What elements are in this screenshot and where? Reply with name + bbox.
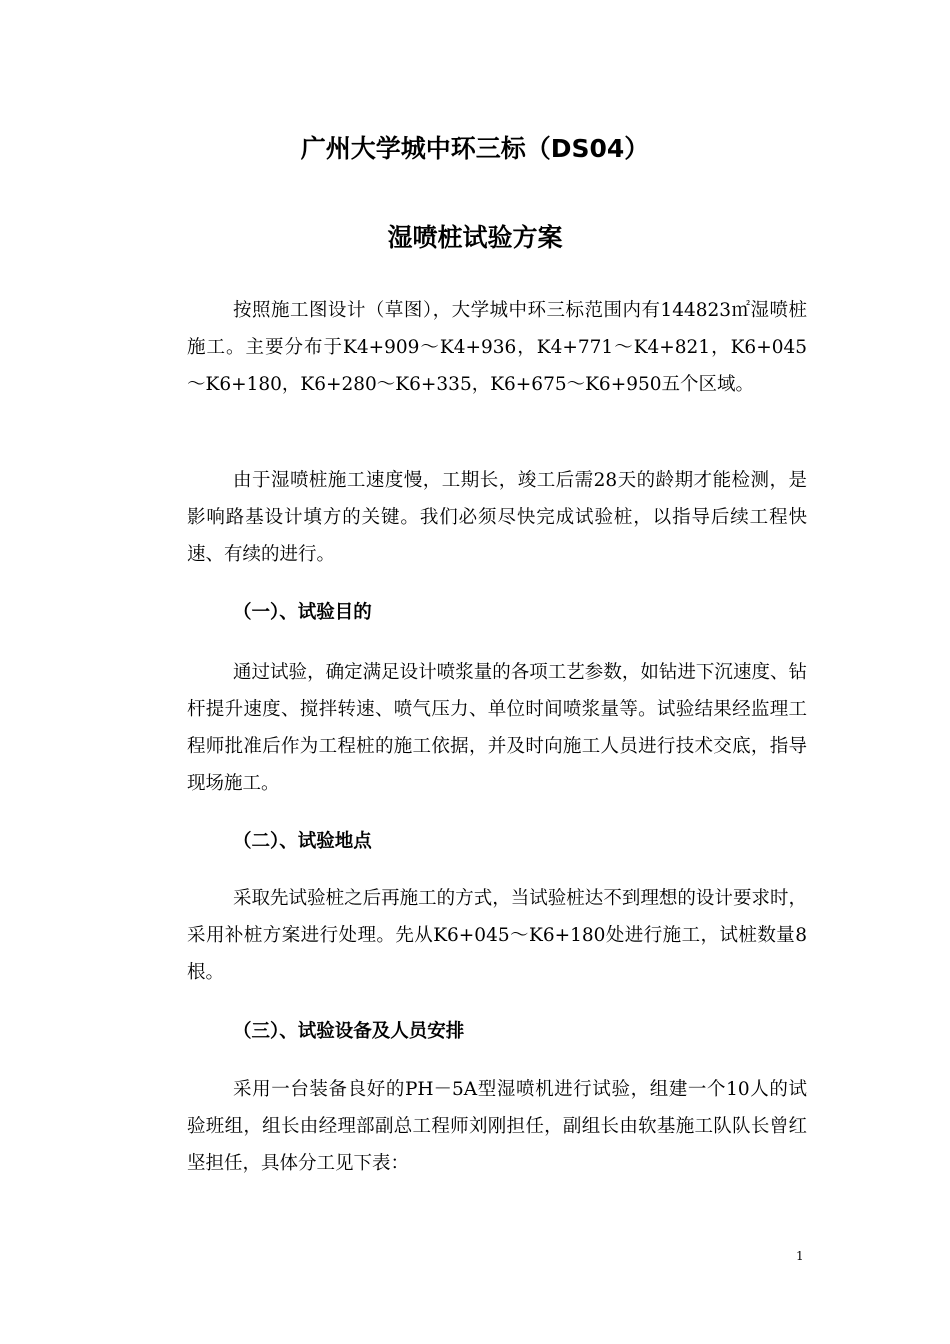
page-number: 1 xyxy=(796,1249,804,1263)
section-body-location: 采取先试验桩之后再施工的方式，当试验桩达不到理想的设计要求时，采用补桩方案进行处理。先从K6+045～K6+180处进行施工，试桩数量8根。 xyxy=(187,888,807,983)
section-heading-equipment: （三）、试验设备及人员安排 xyxy=(233,1021,465,1042)
document-title: 广州大学城中环三标（DS04） xyxy=(300,134,650,163)
section-body-equipment: 采用一台装备良好的PH－5A型湿喷机进行试验，组建一个10人的试验班组，组长由经理部副总工程师刘刚担任，副组长由软基施工队队长曾红坚担任，具体分工见下表： xyxy=(187,1079,807,1174)
intro-paragraph: 按照施工图设计（草图），大学城中环三标范围内有144823㎡湿喷桩施工。主要分布于K4+909～K4+936，K4+771～K4+821，K6+045～K6+180，K6+280～K6+335，K6+675～K6+950五个区域。 xyxy=(187,300,807,395)
document-subtitle: 湿喷桩试验方案 xyxy=(387,223,563,252)
intro-paragraph-2: 由于湿喷桩施工速度慢，工期长，竣工后需28天的龄期才能检测，是影响路基设计填方的关键。我们必须尽快完成试验桩，以指导后续工程快速、有续的进行。 xyxy=(187,470,807,565)
section-heading-purpose: （一）、试验目的 xyxy=(233,602,372,623)
section-body-purpose: 通过试验，确定满足设计喷浆量的各项工艺参数，如钻进下沉速度、钻杆提升速度、搅拌转速、喷气压力、单位时间喷浆量等。试验结果经监理工程师批准后作为工程桩的施工依据，并及时向施工人员进行技术交底，指导现场施工。 xyxy=(187,662,807,794)
section-heading-location: （二）、试验地点 xyxy=(233,831,372,852)
